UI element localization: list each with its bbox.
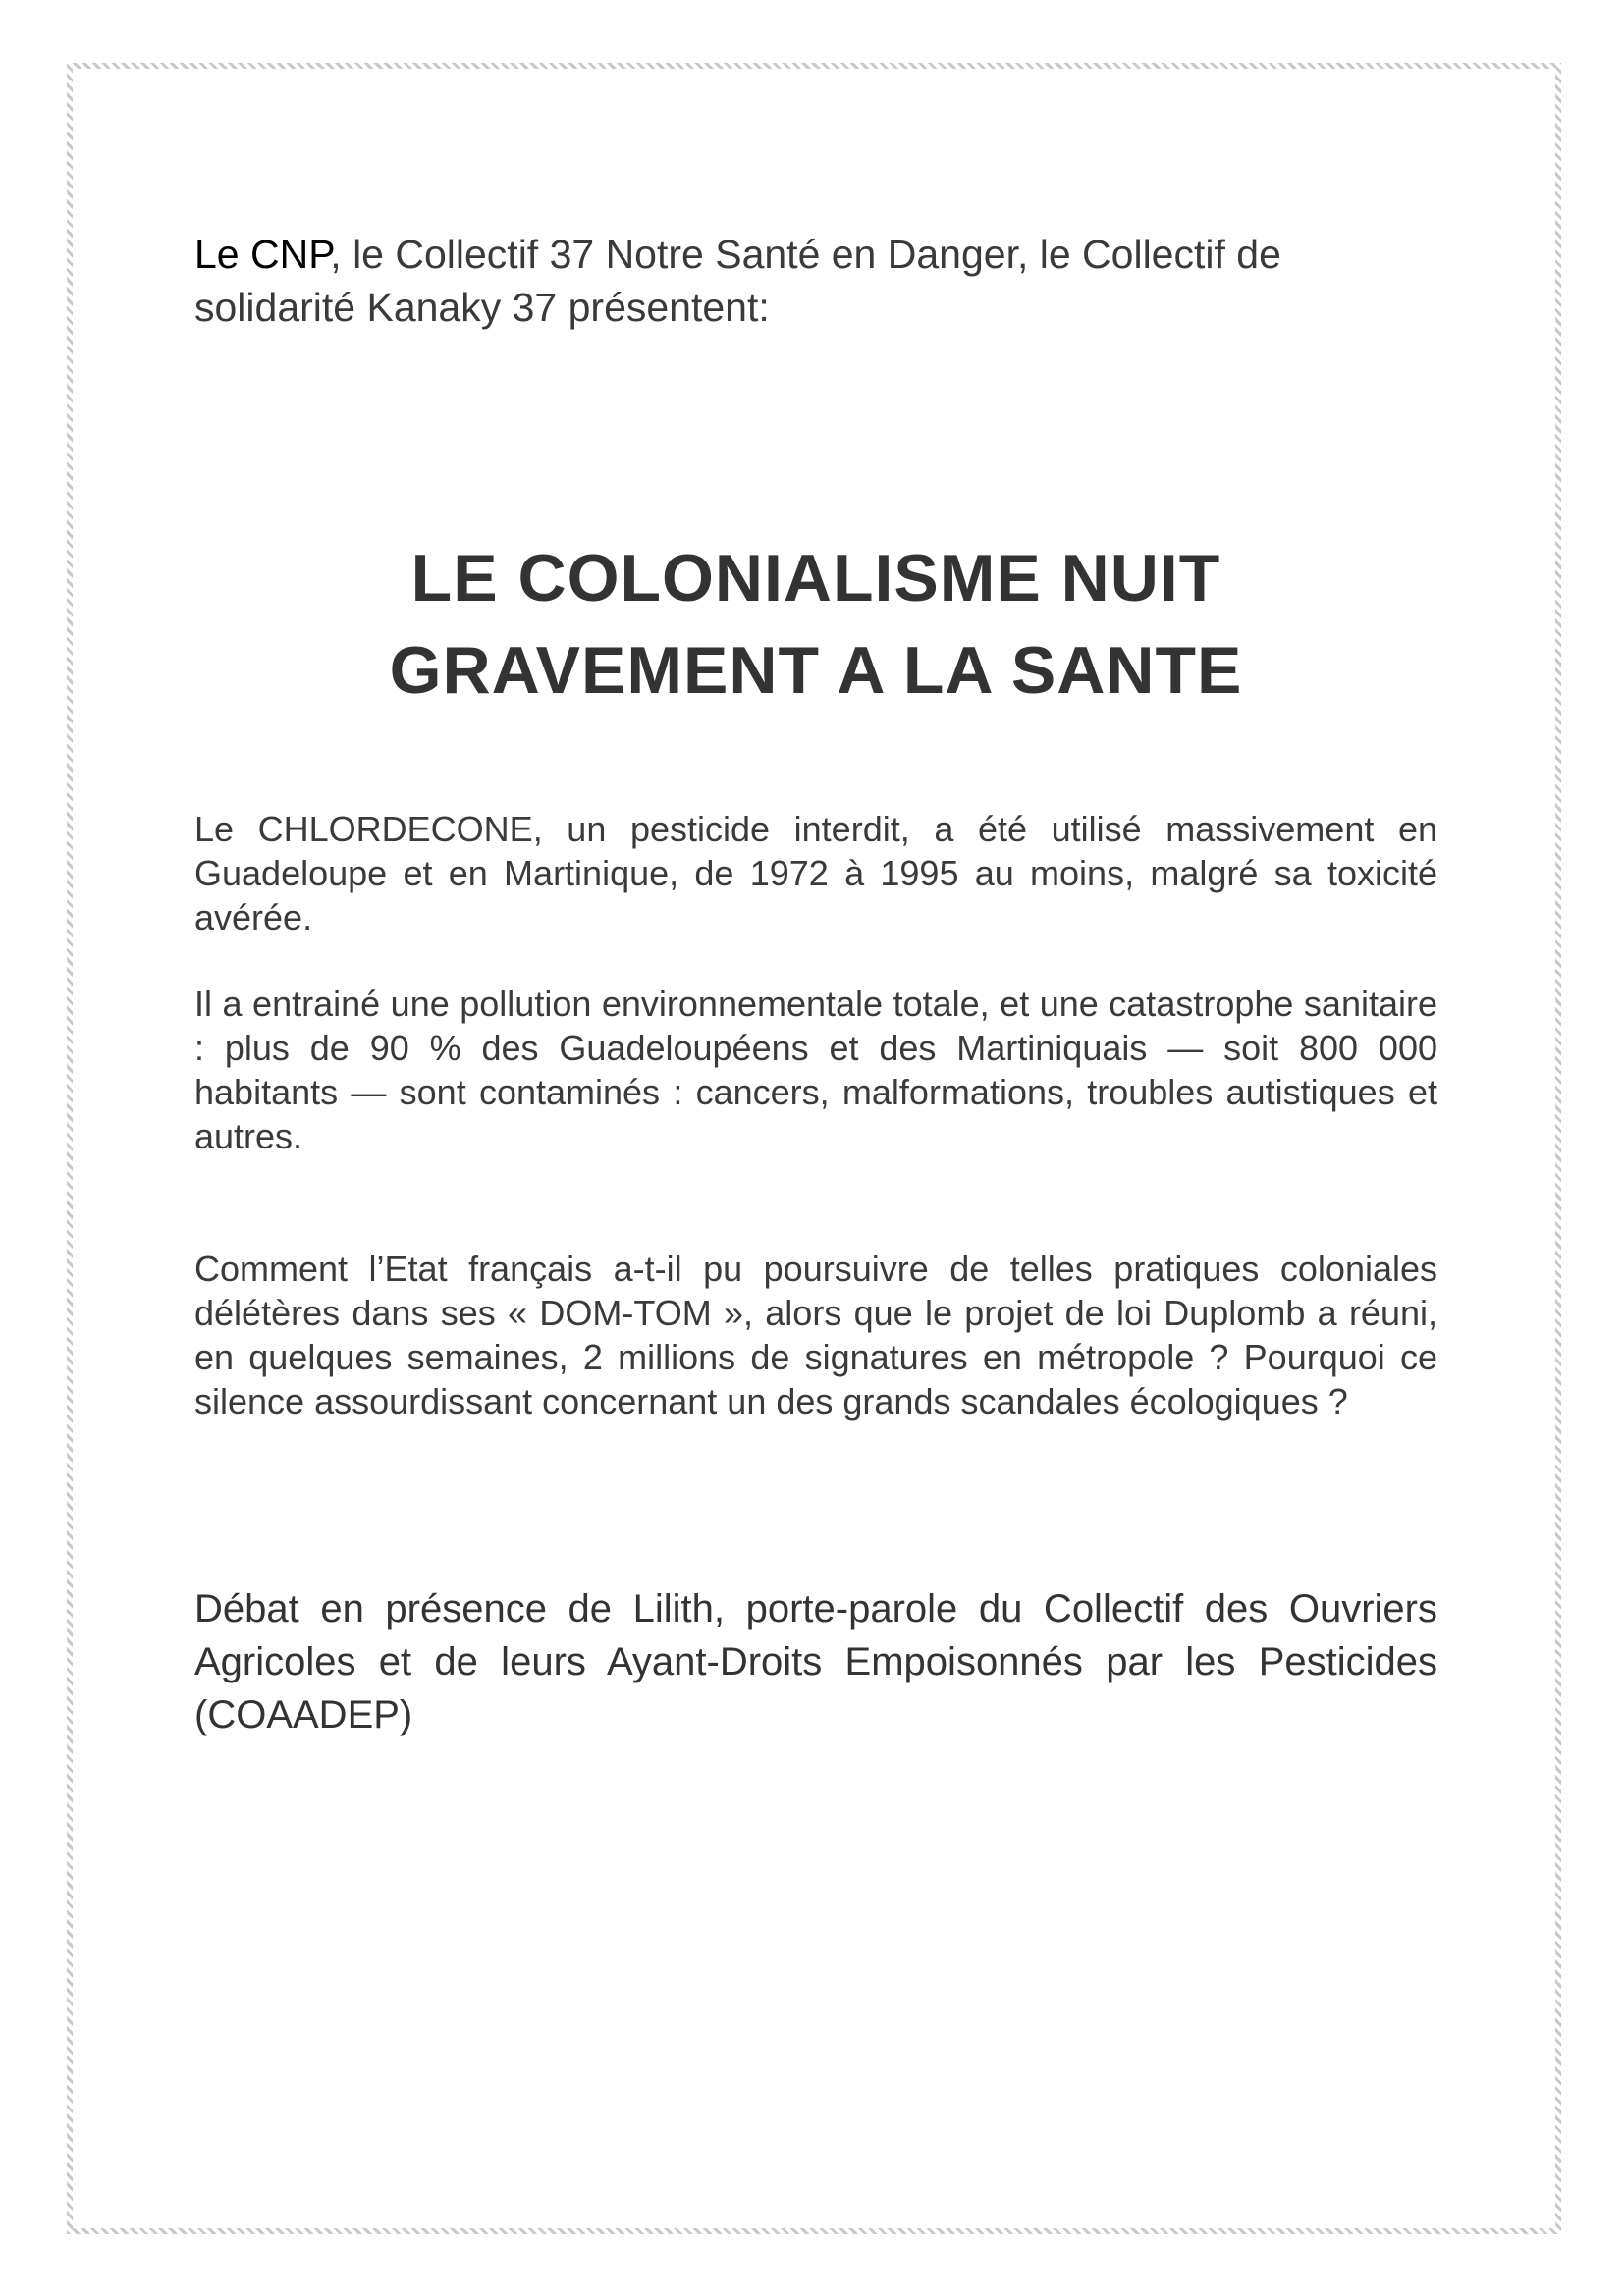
paragraph-pollution: Il a entrainé une pollution environnementale totale, et une catastrophe sanitaire : plus de 90 % des Guadeloupéens et des Martiniquais — soit 800 000 habitants — sont contaminés : cancers, malformations, troubles autistiques et autres. [194, 984, 1437, 1156]
debate-announcement: Débat en présence de Lilith, porte-parole du Collectif des Ouvriers Agricoles et de leurs Ayant-Droits Empoisonnés par les Pesticides (COAADEP) [194, 1587, 1437, 1736]
title-line-2: GRAVEMENT A LA SANTE [389, 633, 1243, 708]
intro-rest: , le Collectif 37 Notre Santé en Danger, le Collectif de solidarité Kanaky 37 présentent: [194, 232, 1281, 330]
intro-presenters [194, 228, 1437, 334]
flyer-content [194, 228, 1437, 1741]
paragraph-chlordecone: Le CHLORDECONE, un pesticide interdit, a été utilisé massivement en Guadeloupe et en Martinique, de 1972 à 1995 au moins, malgré sa toxicité avérée. [194, 809, 1437, 937]
title-line-1: LE COLONIALISME NUIT [410, 541, 1221, 615]
paragraph-question: Comment l’Etat français a-t-il pu poursuivre de telles pratiques coloniales délétères dans ses « DOM-TOM », alors que le projet de loi Duplomb a réuni, en quelques semaines, 2 millions de signatures en métropole ? Pourquoi ce silence assourdissant concernant un des grands scandales écologiques ? [194, 1249, 1437, 1421]
page-title [194, 532, 1437, 717]
intro-lead: Le CNP [194, 232, 331, 277]
